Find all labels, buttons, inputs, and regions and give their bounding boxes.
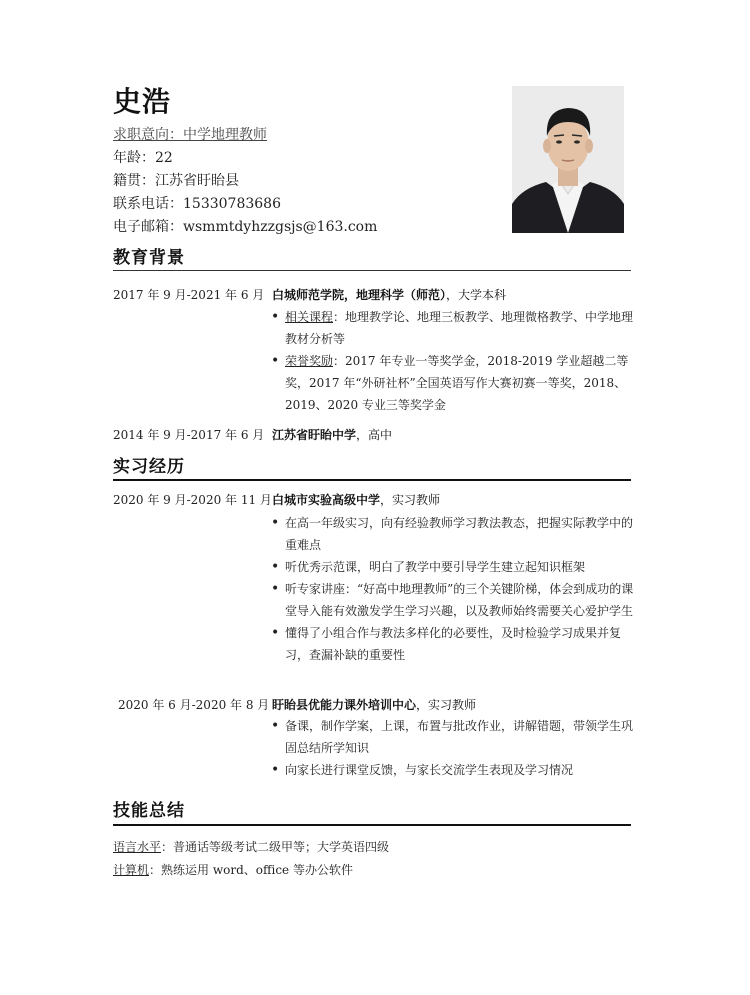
skills-divider — [113, 824, 631, 826]
candidate-name: 史浩 — [113, 85, 172, 118]
internship-2-details — [270, 715, 635, 781]
internship-2-date: 2020 年 6 月-2020 年 8 月 — [118, 698, 270, 712]
internship-section-title: 实习经历 — [113, 457, 185, 477]
honors-label: 荣誉奖励 — [285, 354, 334, 368]
list-item: • 备课，制作学案，上课，布置与批改作业，讲解错题，带领学生巩固总结所学知识 — [270, 715, 635, 759]
profile-photo — [512, 86, 624, 233]
list-item: • 懂得了小组合作与教法多样化的必要性，及时检验学习成果并复习，查漏补缺的重要性 — [270, 622, 635, 666]
skill-computer — [113, 861, 353, 878]
education-2-school — [272, 426, 392, 443]
internship-1-org-name: 白城市实验高级中学 — [272, 493, 381, 507]
language-text: ：普通话等级考试二级甲等；大学英语四级 — [161, 840, 390, 854]
education-1-degree: ，大学本科 — [446, 288, 507, 302]
internship-1-org — [272, 491, 440, 508]
education-2-date: 2014 年 9 月-2017 年 6 月 — [113, 428, 265, 442]
internship-2-org — [272, 696, 476, 713]
list-item: • 听专家讲座：“好高中地理教师”的三个关键阶梯，体会到成功的课堂导入能有效激发学生学习兴趣，以及教师始终需要关心爱护学生 — [270, 578, 635, 622]
internship-2-org-name: 盱眙县优能力课外培训中心 — [272, 698, 417, 712]
internship-2-role: ，实习教师 — [416, 698, 477, 712]
courses-label: 相关课程 — [285, 310, 334, 324]
education-1-details — [270, 306, 635, 416]
language-label: 语言水平 — [113, 840, 162, 854]
internship-1-date: 2020 年 9 月-2020 年 11 月 — [113, 493, 272, 507]
internship-1-details — [270, 512, 635, 666]
skills-section-title: 技能总结 — [113, 801, 185, 821]
list-item: • 向家长进行课堂反馈，与家长交流学生表现及学习情况 — [270, 759, 635, 781]
education-1-date: 2017 年 9 月-2021 年 6 月 — [113, 288, 265, 302]
education-divider — [113, 270, 631, 271]
age: 年龄：22 — [113, 150, 173, 166]
hometown: 籍贯：江苏省盱眙县 — [113, 173, 239, 189]
list-item: • 听优秀示范课，明白了教学中要引导学生建立起知识框架 — [270, 556, 635, 578]
personal-info — [113, 124, 377, 239]
education-section-title: 教育背景 — [113, 248, 185, 268]
list-item — [270, 350, 635, 416]
list-item — [270, 306, 635, 350]
courses-text: ：地理教学论、地理三板教学、地理微格教学、中学地理教材分析等 — [285, 310, 634, 346]
phone: 联系电话：15330783686 — [113, 196, 281, 212]
education-1-school — [272, 286, 506, 303]
education-2-school-name: 江苏省盱眙中学 — [272, 428, 357, 442]
honors-text: ：2017 年专业一等奖学金，2018-2019 学业超越二等奖，2017 年“外研社杯”全国英语写作大赛初赛一等奖，2018、2019、2020 专业三等奖学金 — [285, 354, 629, 412]
computer-label: 计算机 — [113, 863, 150, 877]
computer-text: ：熟练运用 word、office 等办公软件 — [149, 863, 353, 877]
list-item: • 在高一年级实习，向有经验教师学习教法教态，把握实际教学中的重难点 — [270, 512, 635, 556]
job-intent: 求职意向：中学地理教师 — [113, 127, 267, 143]
email: 电子邮箱：wsmmtdyhzzgsjs@163.com — [113, 219, 378, 235]
internship-divider — [113, 479, 631, 481]
education-2-degree: ，高中 — [356, 428, 393, 442]
portrait-image — [512, 86, 624, 233]
skill-language — [113, 838, 389, 855]
internship-1-role: ，实习教师 — [380, 493, 441, 507]
education-1-school-name: 白城师范学院，地理科学（师范） — [272, 288, 447, 302]
